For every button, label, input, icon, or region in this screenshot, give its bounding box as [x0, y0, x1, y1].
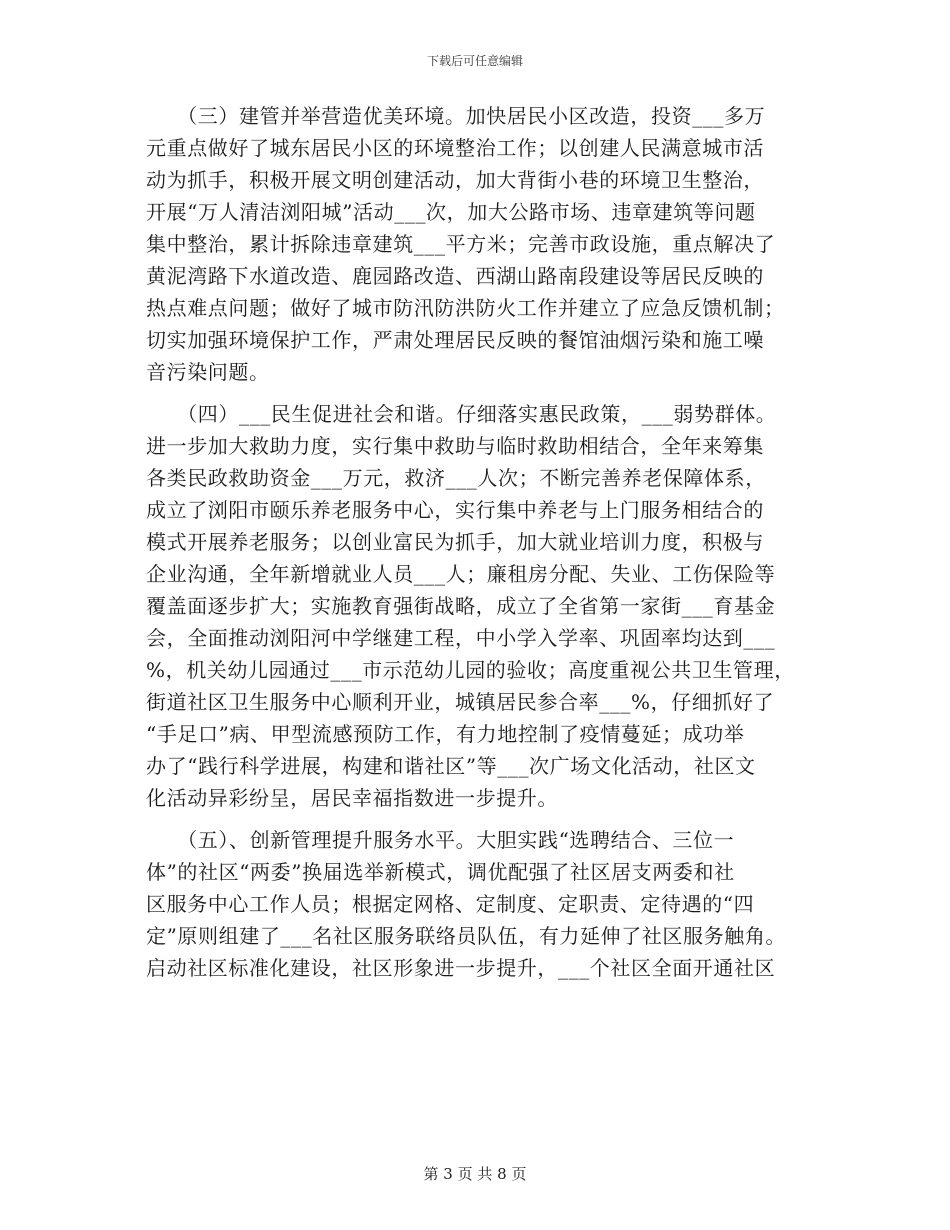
text-line: 热点难点问题；做好了城市防汛防洪防火工作并建立了应急反馈机制；: [146, 296, 785, 320]
page-number: 第 3 页 共 8 页: [423, 1165, 527, 1183]
text-line: 街道社区卫生服务中心顺利开业，城镇居民参合率___%，仔细抓好了: [146, 690, 775, 714]
text-line: 模式开展养老服务；以创业富民为抓手，加大就业培训力度，积极与: [146, 530, 764, 554]
text-line: （三）建管并举营造优美环境。加快居民小区改造，投资___多万: [146, 104, 766, 128]
text-line: 元重点做好了城东居民小区的环境整治工作；以创建人民满意城市活: [146, 136, 764, 160]
text-line: 定”原则组建了___名社区服务联络员队伍，有力延伸了社区服务触角。: [146, 924, 787, 948]
text-line: 会，全面推动浏阳河中学继建工程，中小学入学率、巩固率均达到___: [146, 626, 776, 650]
text-line: 化活动异彩纷呈，居民幸福指数进一步提升。: [146, 786, 558, 810]
header-note: 下载后可任意编辑: [426, 54, 523, 68]
document-body: [146, 100, 806, 984]
text-line: 切实加强环境保护工作，严肃处理居民反映的餐馆油烟污染和施工噪: [146, 328, 764, 352]
text-line: 音污染问题。: [146, 360, 270, 384]
text-line: %，机关幼儿园通过___市示范幼儿园的验收；高度重视公共卫生管理，: [146, 658, 795, 682]
paragraph-livelihood: [146, 398, 806, 814]
paragraph-management: [146, 824, 806, 984]
text-line: 区服务中心工作人员；根据定网格、定制度、定职责、定待遇的“四: [146, 892, 755, 916]
text-line: 进一步加大救助力度，实行集中救助与临时救助相结合，全年来筹集: [146, 434, 764, 458]
paragraph-environment: [146, 100, 806, 388]
text-line: 动为抓手，积极开展文明创建活动，加大背街小巷的环境卫生整治，: [146, 168, 764, 192]
text-line: 开展“万人清洁浏阳城”活动___次，加大公路市场、违章建筑等问题: [146, 200, 756, 224]
text-line: 集中整治，累计拆除违章建筑___平方米；完善市政设施，重点解决了: [146, 232, 776, 256]
text-line: 各类民政救助资金___万元，救济___人次；不断完善养老保障体系，: [146, 466, 766, 490]
text-line: （五）、创新管理提升服务水平。大胆实践“选聘结合、三位一: [146, 828, 735, 852]
text-line: 办了“践行科学进展，构建和谐社区”等___次广场文化活动，社区文: [146, 754, 756, 778]
text-line: 启动社区标准化建设，社区形象进一步提升，___个社区全面开通社区: [146, 956, 776, 980]
text-line: 企业沟通，全年新增就业人员___人；廉租房分配、失业、工伤保险等: [146, 562, 776, 586]
text-line: 黄泥湾路下水道改造、鹿园路改造、西湖山路南段建设等居民反映的: [146, 264, 764, 288]
text-line: 覆盖面逐步扩大；实施教育强街战略，成立了全省第一家街___育基金: [146, 594, 776, 618]
text-line: 体”的社区“两委”换届选举新模式，调优配强了社区居支两委和社: [146, 860, 735, 884]
text-line: （四）___民生促进社会和谐。仔细落实惠民政策，___弱势群体。: [146, 402, 777, 426]
text-line: “手足口”病、甲型流感预防工作，有力地控制了疫情蔓延；成功举: [146, 722, 745, 746]
text-line: 成立了浏阳市颐乐养老服务中心，实行集中养老与上门服务相结合的: [146, 498, 764, 522]
